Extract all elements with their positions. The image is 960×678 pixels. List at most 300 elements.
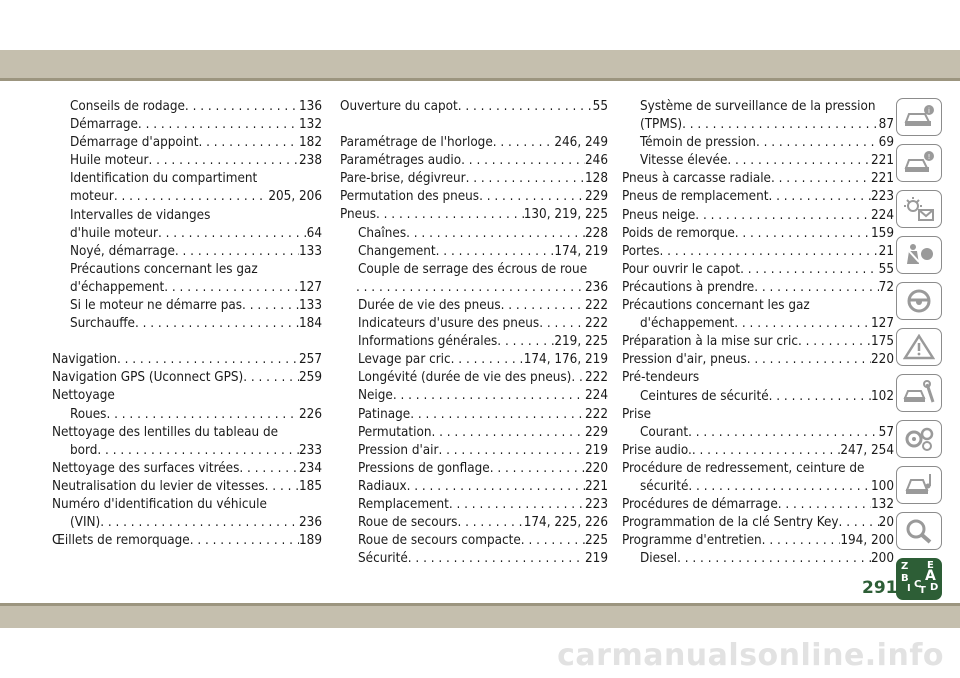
entry-page[interactable]: 189 xyxy=(299,533,322,549)
entry-term: Pneus à carcasse radiale xyxy=(622,171,771,187)
entry-term: Durée de vie des pneus xyxy=(358,297,501,313)
index-entry xyxy=(52,98,322,116)
dot-leader xyxy=(727,152,871,170)
index-entry xyxy=(340,496,608,514)
entry-page[interactable]: 174, 176, 219 xyxy=(523,352,608,368)
entry-term: Changement xyxy=(358,243,436,259)
dot-leader xyxy=(501,297,585,315)
index-entry xyxy=(622,315,894,333)
entry-page[interactable]: 128 xyxy=(585,171,608,187)
entry-term: Remplacement xyxy=(358,496,449,512)
entry-term: Nettoyage des surfaces vitrées xyxy=(52,460,240,476)
dot-leader xyxy=(438,442,585,460)
entry-term: Si le moteur ne démarre pas xyxy=(70,298,243,314)
index-entry xyxy=(52,225,322,243)
entry-page[interactable]: 246 xyxy=(585,153,608,169)
index-entry xyxy=(52,478,322,496)
index-entry xyxy=(622,170,894,188)
entry-page[interactable]: 219 xyxy=(585,442,608,458)
entry-term: Pressions de gonflage xyxy=(358,460,490,476)
entry-page[interactable]: 184 xyxy=(299,316,322,332)
entry-page[interactable]: 221 xyxy=(871,153,894,169)
entry-term: Témoin de pression xyxy=(640,135,756,151)
index-entry xyxy=(52,279,322,297)
entry-term: Navigation xyxy=(52,352,117,368)
index-entry xyxy=(622,514,894,532)
entry-term: Intervalles de vidanges xyxy=(70,207,211,223)
tab-lights[interactable] xyxy=(896,190,942,228)
entry-term: Poids de remorque xyxy=(622,225,735,241)
index-entry xyxy=(340,442,608,460)
tab-letter: B xyxy=(901,573,909,584)
index-entry xyxy=(52,243,322,261)
entry-page[interactable]: 224 xyxy=(871,207,894,223)
dot-leader xyxy=(393,387,585,405)
dot-leader xyxy=(457,514,523,532)
dot-leader xyxy=(406,225,585,243)
entry-gap xyxy=(340,116,608,134)
dot-leader xyxy=(768,188,871,206)
index-entry xyxy=(340,152,608,170)
dot-leader xyxy=(692,442,841,460)
entry-term: Programmation de la clé Sentry Key xyxy=(622,515,839,531)
entry-term: Permutation des pneus xyxy=(340,189,480,205)
dot-leader xyxy=(735,225,871,243)
dot-leader xyxy=(688,424,879,442)
entry-term: Démarrage d'appoint xyxy=(70,135,199,151)
entry-term: Paramétrages audio xyxy=(340,153,462,169)
index-entry xyxy=(622,207,894,225)
entry-term: Précautions concernant les gaz xyxy=(70,261,258,277)
entry-term: Préparation à la mise sur cric xyxy=(622,334,798,350)
index-entry xyxy=(340,170,608,188)
tab-letter: I xyxy=(907,583,911,594)
entry-term: Longévité (durée de vie des pneus) xyxy=(358,370,572,386)
entry-term: Pare-brise, dégivreur xyxy=(340,171,466,187)
entry-term: Démarrage xyxy=(70,117,138,133)
entry-term: Nettoyage xyxy=(52,388,115,404)
entry-term: Prise audio. xyxy=(622,442,692,458)
entry-term: Courant xyxy=(640,424,689,440)
warning-triangle-icon xyxy=(903,334,935,360)
index-entry xyxy=(340,206,608,224)
tab-letter: D xyxy=(930,582,939,593)
entry-term: Conseils de rodage xyxy=(70,99,185,114)
entry-page[interactable]: 236 xyxy=(585,279,608,295)
dot-leader xyxy=(436,243,555,261)
index-entry xyxy=(622,369,894,387)
entry-page[interactable]: 219, 225 xyxy=(554,334,608,350)
dot-leader xyxy=(778,496,871,514)
entry-term: sécurité xyxy=(640,478,689,494)
dot-leader xyxy=(100,514,299,532)
header-band xyxy=(0,50,960,78)
entry-term: Chaînes xyxy=(358,225,407,241)
watermark xyxy=(0,632,960,678)
entry-page[interactable]: 55 xyxy=(878,261,894,277)
index-entry xyxy=(622,98,894,116)
dot-leader xyxy=(762,532,841,550)
dot-leader xyxy=(97,442,299,460)
tab-letter: C xyxy=(914,579,922,590)
index-entry xyxy=(340,478,608,496)
entry-page[interactable]: 69 xyxy=(878,135,894,151)
index-entry xyxy=(622,496,894,514)
entry-term: Diesel xyxy=(640,551,678,567)
index-entry xyxy=(52,261,322,279)
index-entry xyxy=(340,351,608,369)
index-entry xyxy=(622,351,894,369)
tab-emergency[interactable] xyxy=(896,328,942,366)
entry-term: Pression d'air, pneus xyxy=(622,352,747,368)
index-entry xyxy=(622,297,894,315)
index-letters-icon xyxy=(899,561,939,597)
dot-leader xyxy=(175,243,299,261)
dot-leader xyxy=(521,532,585,550)
index-entry xyxy=(52,369,322,387)
index-entry xyxy=(622,225,894,243)
index-entry xyxy=(340,243,608,261)
tab-maintenance[interactable] xyxy=(896,374,942,412)
dot-leader xyxy=(239,460,299,478)
index-entry xyxy=(52,406,322,424)
dot-leader xyxy=(431,424,585,442)
entry-term: (TPMS) xyxy=(640,117,683,133)
entry-page[interactable]: 174, 225, 226 xyxy=(523,515,608,531)
entry-page[interactable]: 223 xyxy=(871,189,894,205)
dot-leader xyxy=(138,116,299,134)
dot-leader xyxy=(135,315,299,333)
index-entry xyxy=(52,315,322,333)
dot-leader xyxy=(376,206,524,224)
entry-page[interactable]: 64 xyxy=(306,225,322,241)
entry-term: Programme d'entretien xyxy=(622,533,762,549)
entry-term: Précautions concernant les gaz xyxy=(622,298,810,314)
entry-term: Sécurité xyxy=(358,551,408,567)
dot-leader xyxy=(756,134,879,152)
entry-term: Roues xyxy=(70,406,107,422)
entry-page[interactable]: 174, 219 xyxy=(554,243,608,259)
entry-page[interactable]: 226 xyxy=(299,406,322,422)
index-entry xyxy=(52,188,322,206)
svg-text:!: ! xyxy=(927,153,931,161)
entry-term: Neige xyxy=(358,388,393,404)
entry-term: moteur xyxy=(70,189,114,205)
entry-term: Portes xyxy=(622,243,660,259)
dot-leader xyxy=(190,532,299,550)
entry-page[interactable]: 222 xyxy=(585,316,608,332)
entry-page[interactable]: 87 xyxy=(878,117,894,133)
car-info-icon xyxy=(903,104,935,130)
dot-leader xyxy=(682,116,879,134)
index-entry xyxy=(340,225,608,243)
index-entry xyxy=(340,98,608,116)
entry-page[interactable]: 133 xyxy=(299,298,322,314)
entry-term: bord xyxy=(70,442,98,458)
entry-page[interactable]: 257 xyxy=(299,352,322,368)
svg-text:i: i xyxy=(928,107,930,115)
index-entry xyxy=(52,297,322,315)
dot-leader xyxy=(148,152,299,170)
entry-term: d'échappement xyxy=(70,279,165,295)
index-column-3 xyxy=(622,98,894,568)
tab-letter: Z xyxy=(901,561,909,572)
entry-page[interactable]: 224 xyxy=(585,388,608,404)
gears-icon xyxy=(903,426,935,452)
dot-leader xyxy=(106,406,299,424)
entry-term: Levage par cric xyxy=(358,352,451,368)
index-entry xyxy=(622,388,894,406)
entry-page[interactable]: 185 xyxy=(299,478,322,494)
dot-leader xyxy=(571,369,585,387)
index-entry xyxy=(52,442,322,460)
index-entry xyxy=(340,550,608,568)
entry-term: d'échappement xyxy=(640,316,735,332)
index-entry xyxy=(622,550,894,568)
dot-leader xyxy=(740,261,879,279)
entry-term: Pneus de remplacement xyxy=(622,189,769,205)
index-entry xyxy=(622,116,894,134)
dot-leader xyxy=(734,315,871,333)
index-entry xyxy=(52,496,322,514)
entry-page[interactable]: 238 xyxy=(299,153,322,169)
entry-term: Noyé, démarrage xyxy=(70,243,175,259)
index-entry xyxy=(622,261,894,279)
dot-leader xyxy=(466,170,585,188)
entry-term: Système de surveillance de la pression xyxy=(640,99,876,114)
entry-page[interactable]: 247, 254 xyxy=(840,442,894,458)
index-entry xyxy=(340,406,608,424)
index-column-1 xyxy=(52,98,322,550)
entry-page[interactable]: 205, 206 xyxy=(268,189,322,205)
entry-page[interactable]: 222 xyxy=(585,297,608,313)
index-entry xyxy=(340,387,608,405)
index-entry xyxy=(340,460,608,478)
dot-leader xyxy=(539,315,585,333)
index-entry xyxy=(340,333,608,351)
car-wrench-icon xyxy=(903,380,935,406)
entry-term: Prise xyxy=(622,406,652,422)
entry-term: Ceintures de sécurité xyxy=(640,388,769,404)
entry-page[interactable]: 222 xyxy=(585,370,608,386)
tab-car-info[interactable] xyxy=(896,98,942,136)
entry-page[interactable]: 221 xyxy=(871,171,894,187)
page-number: 291 xyxy=(862,578,898,598)
entry-page[interactable]: 127 xyxy=(871,316,894,332)
tab-letter: E xyxy=(927,560,934,571)
entry-page[interactable]: 234 xyxy=(299,460,322,476)
dot-leader xyxy=(265,478,299,496)
entry-page[interactable]: 130, 219, 225 xyxy=(523,207,608,223)
index-entry xyxy=(52,424,322,442)
seatbelt-airbag-icon xyxy=(903,242,935,268)
dot-leader xyxy=(754,279,878,297)
entry-term: Précautions à prendre xyxy=(622,279,755,295)
index-entry xyxy=(340,134,608,152)
dot-leader xyxy=(410,406,585,424)
index-entry xyxy=(340,297,608,315)
dot-leader xyxy=(769,388,871,406)
dot-leader xyxy=(356,279,585,297)
entry-term: Surchauffe xyxy=(70,316,135,332)
entry-page[interactable]: 102 xyxy=(871,388,894,404)
index-entry xyxy=(52,460,322,478)
entry-page[interactable]: 233 xyxy=(299,442,322,458)
entry-term: Ouverture du capot xyxy=(340,99,458,114)
index-entry xyxy=(622,134,894,152)
footer-band xyxy=(0,606,960,628)
entry-term: Navigation GPS (Uconnect GPS) xyxy=(52,370,244,386)
tab-index[interactable] xyxy=(896,558,942,600)
index-entry xyxy=(52,170,322,188)
entry-page[interactable]: 55 xyxy=(592,99,608,114)
tab-letter: T xyxy=(919,585,926,596)
index-entry xyxy=(52,134,322,152)
tab-multimedia[interactable] xyxy=(896,466,942,504)
index-entry xyxy=(340,188,608,206)
dot-leader xyxy=(747,351,871,369)
entry-page[interactable]: 182 xyxy=(299,135,322,151)
entry-term: Nettoyage des lentilles du tableau de xyxy=(52,424,279,440)
index-entry xyxy=(340,424,608,442)
entry-page[interactable]: 127 xyxy=(299,279,322,295)
entry-page[interactable]: 72 xyxy=(878,279,894,295)
entry-term: d'huile moteur xyxy=(70,225,158,241)
tab-customer-assistance[interactable] xyxy=(896,512,942,550)
entry-term: Neutralisation du levier de vitesses xyxy=(52,478,265,494)
entry-page[interactable]: 57 xyxy=(878,424,894,440)
index-entry xyxy=(622,152,894,170)
index-entry xyxy=(340,261,608,279)
index-entry xyxy=(622,243,894,261)
index-entry xyxy=(340,279,608,297)
index-entry xyxy=(622,188,894,206)
entry-page[interactable]: 219 xyxy=(585,551,608,567)
entry-page[interactable]: 229 xyxy=(585,424,608,440)
index-entry xyxy=(52,532,322,550)
tab-letter: A xyxy=(925,568,936,584)
index-entry xyxy=(52,152,322,170)
tab-specs[interactable] xyxy=(896,420,942,458)
index-entry xyxy=(622,424,894,442)
dot-leader xyxy=(490,460,585,478)
entry-page[interactable]: 159 xyxy=(871,225,894,241)
index-entry xyxy=(622,333,894,351)
entry-gap xyxy=(52,333,322,351)
music-note-icon xyxy=(903,472,935,498)
index-entry xyxy=(52,387,322,405)
entry-term: Roue de secours xyxy=(358,515,458,531)
dot-leader xyxy=(185,98,299,116)
car-warning-icon xyxy=(903,150,935,176)
index-entry xyxy=(622,460,894,478)
entry-term: Pour ouvrir le capot xyxy=(622,261,741,277)
dot-leader xyxy=(407,478,585,496)
index-entry xyxy=(622,406,894,424)
entry-page[interactable]: 21 xyxy=(878,243,894,259)
header-rule xyxy=(0,78,960,81)
dot-leader xyxy=(497,333,554,351)
dot-leader xyxy=(677,550,871,568)
entry-page[interactable]: 221 xyxy=(585,478,608,494)
entry-term: Indicateurs d'usure des pneus xyxy=(358,316,540,332)
index-entry xyxy=(622,279,894,297)
entry-page[interactable]: 220 xyxy=(871,352,894,368)
entry-term: Procédure de redressement, ceinture de xyxy=(622,460,865,476)
chapter-tabs xyxy=(896,98,944,608)
entry-term: Vitesse élevée xyxy=(640,153,728,169)
top-margin xyxy=(0,0,960,50)
dot-leader xyxy=(243,369,299,387)
entry-page[interactable]: 229 xyxy=(585,189,608,205)
entry-page[interactable]: 175 xyxy=(871,334,894,350)
index-entry xyxy=(52,207,322,225)
entry-term: Procédures de démarrage xyxy=(622,497,778,513)
dot-leader xyxy=(493,134,555,152)
entry-term: Pneus neige xyxy=(622,207,696,223)
dot-leader xyxy=(198,134,299,152)
entry-term: Œillets de remorquage xyxy=(52,533,190,549)
index-entry xyxy=(340,315,608,333)
entry-term: Paramétrage de l'horloge xyxy=(340,135,493,151)
entry-page[interactable]: 200 xyxy=(871,551,894,567)
dot-leader xyxy=(798,333,871,351)
entry-page[interactable]: 133 xyxy=(299,243,322,259)
dot-leader xyxy=(408,550,585,568)
entry-page[interactable]: 222 xyxy=(585,406,608,422)
dot-leader xyxy=(839,514,879,532)
dot-leader xyxy=(695,207,871,225)
index-entry xyxy=(52,514,322,532)
index-entry xyxy=(52,116,322,134)
entry-term: Huile moteur xyxy=(70,153,149,169)
index-entry xyxy=(340,369,608,387)
watermark-text: carmanualsonline.info xyxy=(557,638,944,673)
entry-page[interactable]: 132 xyxy=(299,117,322,133)
entry-term: Couple de serrage des écrous de roue xyxy=(358,261,588,277)
entry-page[interactable]: 225 xyxy=(585,533,608,549)
entry-page[interactable]: 228 xyxy=(585,225,608,241)
dot-leader xyxy=(688,478,871,496)
entry-page[interactable]: 136 xyxy=(299,99,322,114)
tab-safety[interactable] xyxy=(896,236,942,274)
tab-car-warning[interactable] xyxy=(896,144,942,182)
index-column-2 xyxy=(340,98,608,568)
entry-page[interactable]: 259 xyxy=(299,370,322,386)
tab-steering[interactable] xyxy=(896,282,942,320)
entry-page[interactable]: 220 xyxy=(585,460,608,476)
entry-page[interactable]: 194, 200 xyxy=(840,533,894,549)
entry-term: Pré-tendeurs xyxy=(622,370,700,386)
entry-term: Pneus xyxy=(340,207,376,223)
entry-page[interactable]: 236 xyxy=(299,515,322,531)
entry-term: Patinage xyxy=(358,406,411,422)
entry-page[interactable]: 223 xyxy=(585,496,608,512)
entry-page[interactable]: 132 xyxy=(871,497,894,513)
entry-page[interactable]: 20 xyxy=(878,515,894,531)
index-entry xyxy=(52,351,322,369)
magnifier-icon xyxy=(903,518,935,544)
entry-term: Pression d'air xyxy=(358,442,439,458)
dot-leader xyxy=(451,351,524,369)
index-entry xyxy=(340,514,608,532)
dot-leader xyxy=(449,496,585,514)
entry-page[interactable]: 100 xyxy=(871,478,894,494)
entry-page[interactable]: 246, 249 xyxy=(554,135,608,151)
dot-leader xyxy=(242,297,299,315)
lights-mail-icon xyxy=(903,196,935,222)
steering-wheel-icon xyxy=(903,288,935,314)
